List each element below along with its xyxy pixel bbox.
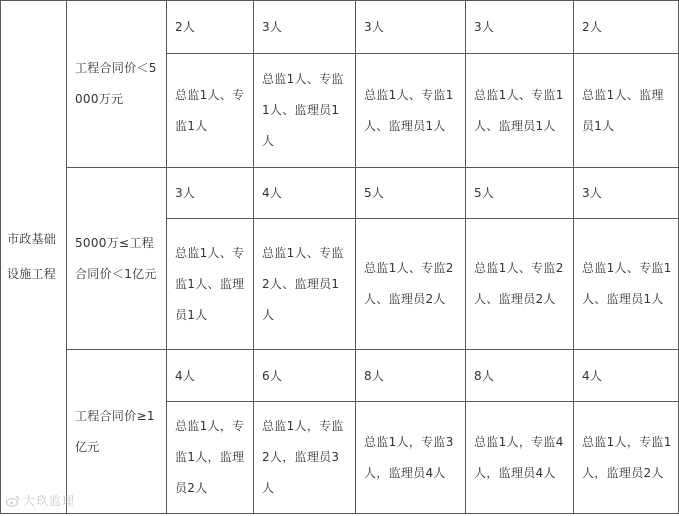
staff-cell: 总监1人、专监1人、监理员1人 (167, 219, 254, 350)
count-cell: 4人 (254, 168, 356, 219)
count-cell: 8人 (356, 350, 466, 402)
count-cell: 3人 (466, 1, 574, 54)
staff-cell: 总监1人、专监1人、监理员1人 (466, 54, 574, 168)
condition-cell: 工程合同价≥1亿元 (67, 350, 167, 514)
table-row (1, 350, 679, 402)
table-row (1, 1, 679, 54)
staff-cell: 总监1人、专监1人、监理员1人 (574, 219, 679, 350)
staff-cell: 总监1人，专监2人，监理员3人 (254, 402, 356, 514)
count-cell: 6人 (254, 350, 356, 402)
staff-cell: 总监1人，专监1人，监理员2人 (167, 402, 254, 514)
staff-cell: 总监1人、专监1人 (167, 54, 254, 168)
count-cell: 2人 (167, 1, 254, 54)
count-cell: 2人 (574, 1, 679, 54)
staff-cell: 总监1人、专监2人、监理员2人 (466, 219, 574, 350)
count-cell: 3人 (356, 1, 466, 54)
count-cell: 3人 (254, 1, 356, 54)
condition-cell: 工程合同价＜5000万元 (67, 1, 167, 168)
staff-cell: 总监1人、专监2人、监理员2人 (356, 219, 466, 350)
staff-cell: 总监1人、专监1人、监理员1人 (254, 54, 356, 168)
count-cell: 8人 (466, 350, 574, 402)
staff-cell: 总监1人，专监3人，监理员4人 (356, 402, 466, 514)
condition-cell: 5000万≤工程合同价＜1亿元 (67, 168, 167, 350)
staff-cell: 总监1人、监理员1人 (574, 54, 679, 168)
count-cell: 5人 (356, 168, 466, 219)
watermark (6, 492, 75, 509)
staff-cell: 总监1人、专监2人、监理员1人 (254, 219, 356, 350)
count-cell: 3人 (574, 168, 679, 219)
staff-cell: 总监1人，专监1人，监理员2人 (574, 402, 679, 514)
count-cell: 3人 (167, 168, 254, 219)
staff-cell: 总监1人，专监4人，监理员4人 (466, 402, 574, 514)
category-cell: 市政基础设施工程 (1, 1, 67, 514)
table-row (1, 168, 679, 219)
count-cell: 4人 (574, 350, 679, 402)
weibo-logo-icon (6, 495, 20, 507)
count-cell: 5人 (466, 168, 574, 219)
watermark-text: 大玖监理 (23, 494, 76, 508)
count-cell: 4人 (167, 350, 254, 402)
staff-cell: 总监1人、专监1人、监理员1人 (356, 54, 466, 168)
